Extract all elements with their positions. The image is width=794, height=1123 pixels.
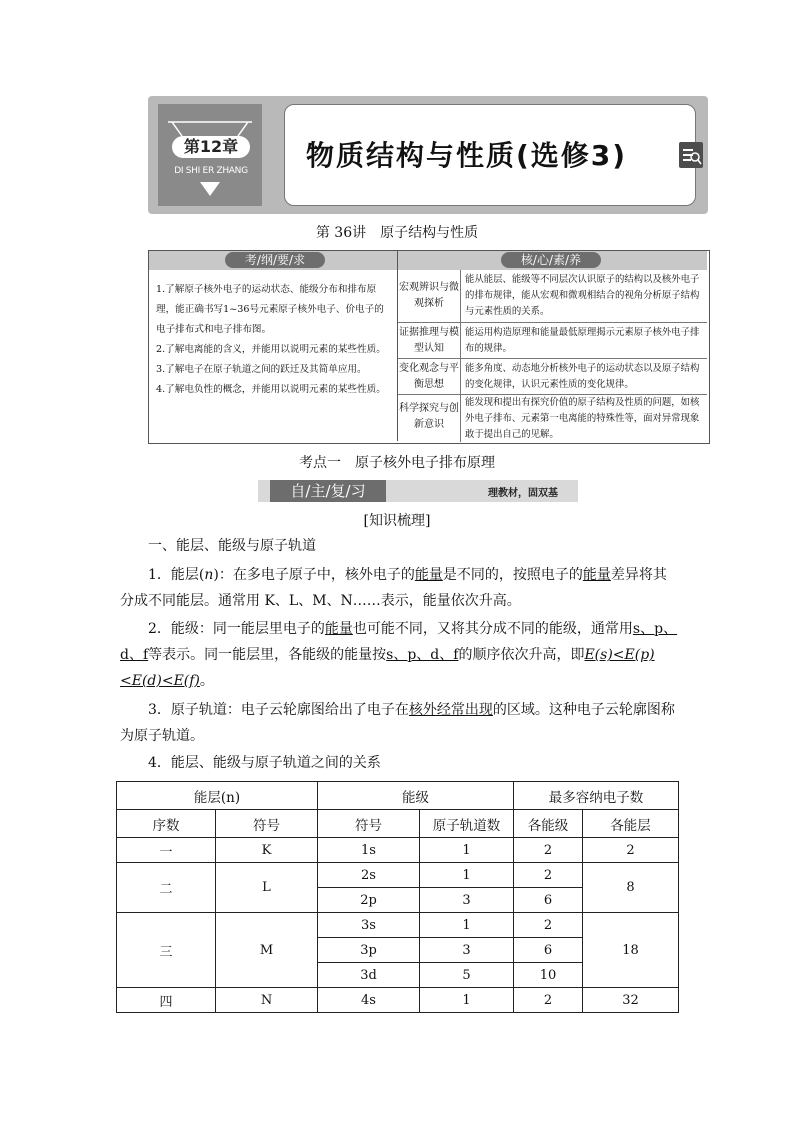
table-cell: 二 bbox=[117, 863, 216, 913]
lecture-title: 第 36讲 原子结构与性质 bbox=[315, 225, 479, 241]
text: 的顺序依次升高，即 bbox=[458, 647, 585, 663]
literacy-row bbox=[398, 322, 707, 359]
table-cell: 3 bbox=[420, 888, 514, 913]
table-cell: 2 bbox=[583, 838, 679, 863]
chapter-number: 第12章 bbox=[172, 136, 250, 158]
paragraph-3 bbox=[120, 697, 680, 749]
table-cell: 18 bbox=[583, 913, 679, 988]
core-literacy-label: 核/心/素/养 bbox=[501, 252, 601, 268]
underlined-answer: s、p、d、f bbox=[386, 647, 459, 663]
literacy-desc: 能发现和提出有探究价值的原子结构及性质的问题，如核外电子排布、元素第一电离能的特殊性等，面对异常现象敢于提出自己的见解。 bbox=[465, 397, 700, 440]
table-cell: N bbox=[216, 988, 318, 1013]
literacy-name: 宏观辨识与微观探析 bbox=[399, 282, 459, 309]
table-cell: 10 bbox=[514, 963, 583, 988]
underlined-answer: 能量 bbox=[414, 567, 443, 583]
knowledge-heading: [知识梳理] bbox=[363, 513, 431, 529]
text: 差异将其分成不同能层。通常用 K、L、M、N……表示，能量依次升高。 bbox=[120, 567, 667, 609]
underlined-answer: s、p、d、f bbox=[120, 621, 678, 663]
table-cell: 8 bbox=[583, 863, 679, 913]
table-row bbox=[117, 838, 679, 863]
section-heading: 一、能层、能级与原子轨道 bbox=[148, 538, 316, 554]
table-header: 原子轨道数 bbox=[420, 810, 514, 838]
literacy-row bbox=[398, 358, 707, 395]
chapter-pinyin: DI SHI ER ZHANG bbox=[174, 166, 248, 176]
literacy-name: 科学探究与创新意识 bbox=[399, 403, 459, 430]
text: 3． bbox=[148, 702, 171, 718]
underlined-answer: 能量 bbox=[582, 567, 611, 583]
table-cell: 3s bbox=[318, 913, 420, 938]
text: 的区域。这种电子云轮廓图称为原子轨道。 bbox=[120, 702, 675, 744]
underlined-answer: 核外经常出现 bbox=[408, 702, 493, 718]
requirement-item: 4.了解电负性的概念，并能用以说明元素的某些性质。 bbox=[156, 384, 386, 395]
literacy-row bbox=[398, 270, 707, 322]
table-cell: 2s bbox=[318, 863, 420, 888]
table-cell: M bbox=[216, 913, 318, 988]
literacy-divider bbox=[460, 359, 461, 395]
table-cell: 2 bbox=[514, 838, 583, 863]
table-cell: 1s bbox=[318, 838, 420, 863]
text: 也可能不同，又将其分成不同的能级，通常用 bbox=[352, 621, 633, 637]
review-slogan: 理教材，固双基 bbox=[488, 488, 558, 499]
literacy-name: 证据推理与模型认知 bbox=[399, 327, 459, 354]
literacy-divider bbox=[460, 270, 461, 322]
text: )：在多电子原子中，核外电子的 bbox=[213, 567, 415, 583]
table-row bbox=[117, 913, 679, 938]
self-review-label: 自/主/复/习 bbox=[270, 480, 386, 502]
text: 原子轨道：电子云轮廓图给出了电子在 bbox=[170, 702, 409, 718]
paragraph-1 bbox=[120, 562, 680, 614]
underlined-answer: 能量 bbox=[324, 621, 353, 637]
requirement-item: 3.了解电子在原子轨道之间的跃迁及其简单应用。 bbox=[156, 364, 367, 375]
requirement-item: 1.了解原子核外电子的运动状态、能级分布和排布原理，能正确书写1~36号元素原子核外电子、价电子的电子排布式和电子排布图。 bbox=[156, 284, 384, 335]
table-header: 最多容纳电子数 bbox=[514, 782, 679, 810]
table-cell: 2 bbox=[514, 913, 583, 938]
table-cell: 四 bbox=[117, 988, 216, 1013]
book-icon bbox=[679, 142, 703, 168]
requirements-list bbox=[156, 280, 392, 400]
objectives-header-right bbox=[398, 251, 707, 270]
requirement-item: 2.了解电离能的含义，并能用以说明元素的某些性质。 bbox=[156, 344, 386, 355]
underlined-answer: E(s)<E(p)<E(d)<E(f) bbox=[120, 647, 655, 689]
table-cell: 5 bbox=[420, 963, 514, 988]
literacy-desc: 能多角度、动态地分析核外电子的运动状态以及原子结构的变化规律，认识元素性质的变化规律。 bbox=[465, 363, 700, 390]
table-header: 能级 bbox=[318, 782, 514, 810]
table-cell: 1 bbox=[420, 988, 514, 1013]
text: 1．能层( bbox=[148, 567, 205, 583]
table-cell: 4s bbox=[318, 988, 420, 1013]
table-cell: 1 bbox=[420, 838, 514, 863]
table-row bbox=[117, 863, 679, 888]
table-cell: 一 bbox=[117, 838, 216, 863]
literacy-row bbox=[398, 394, 707, 442]
text: n bbox=[204, 567, 214, 583]
paragraph-2 bbox=[120, 616, 680, 694]
table-cell: 3d bbox=[318, 963, 420, 988]
table-cell: 三 bbox=[117, 913, 216, 988]
text: 等表示。同一能层里，各能级的能量按 bbox=[148, 647, 387, 663]
chapter-title: 物质结构与性质(选修3) bbox=[306, 139, 628, 172]
table-cell: 1 bbox=[420, 913, 514, 938]
text: 。 bbox=[199, 673, 214, 689]
paragraph-4: 4．能层、能级与原子轨道之间的关系 bbox=[148, 755, 381, 771]
table-cell: 3 bbox=[420, 938, 514, 963]
table-row bbox=[117, 988, 679, 1013]
objectives-header-left bbox=[149, 251, 397, 270]
table-header: 序数 bbox=[117, 810, 216, 838]
literacy-divider bbox=[460, 323, 461, 359]
literacy-desc: 能从能层、能级等不同层次认识原子的结构以及核外电子的排布规律，能从宏观和微观相结合的视角分析原子结构与元素性质的关系。 bbox=[465, 274, 700, 317]
table-cell: 1 bbox=[420, 863, 514, 888]
table-cell: 2p bbox=[318, 888, 420, 913]
table-cell: 6 bbox=[514, 888, 583, 913]
table-header: 各能层 bbox=[583, 810, 679, 838]
table-header: 能层(n) bbox=[117, 782, 318, 810]
literacy-divider bbox=[460, 395, 461, 442]
shell-subshell-table bbox=[116, 781, 679, 1013]
literacy-name: 变化观念与平衡思想 bbox=[399, 363, 459, 390]
table-header: 各能级 bbox=[514, 810, 583, 838]
literacy-desc: 能运用构造原理和能量最低原理揭示元素原子核外电子排布的规律。 bbox=[465, 327, 700, 354]
table-header: 符号 bbox=[216, 810, 318, 838]
text: 是不同的，按照电子的 bbox=[442, 567, 583, 583]
table-cell: 6 bbox=[514, 938, 583, 963]
table-cell: L bbox=[216, 863, 318, 913]
table-cell: 3p bbox=[318, 938, 420, 963]
kaodian-title: 考点一 原子核外电子排布原理 bbox=[299, 455, 495, 471]
table-cell: 2 bbox=[514, 863, 583, 888]
table-header: 符号 bbox=[318, 810, 420, 838]
exam-requirements-label: 考/纲/要/求 bbox=[225, 252, 325, 268]
table-cell: 32 bbox=[583, 988, 679, 1013]
table-cell: K bbox=[216, 838, 318, 863]
table-cell: 2 bbox=[514, 988, 583, 1013]
text: 2．能级：同一能层里电子的 bbox=[148, 621, 325, 637]
